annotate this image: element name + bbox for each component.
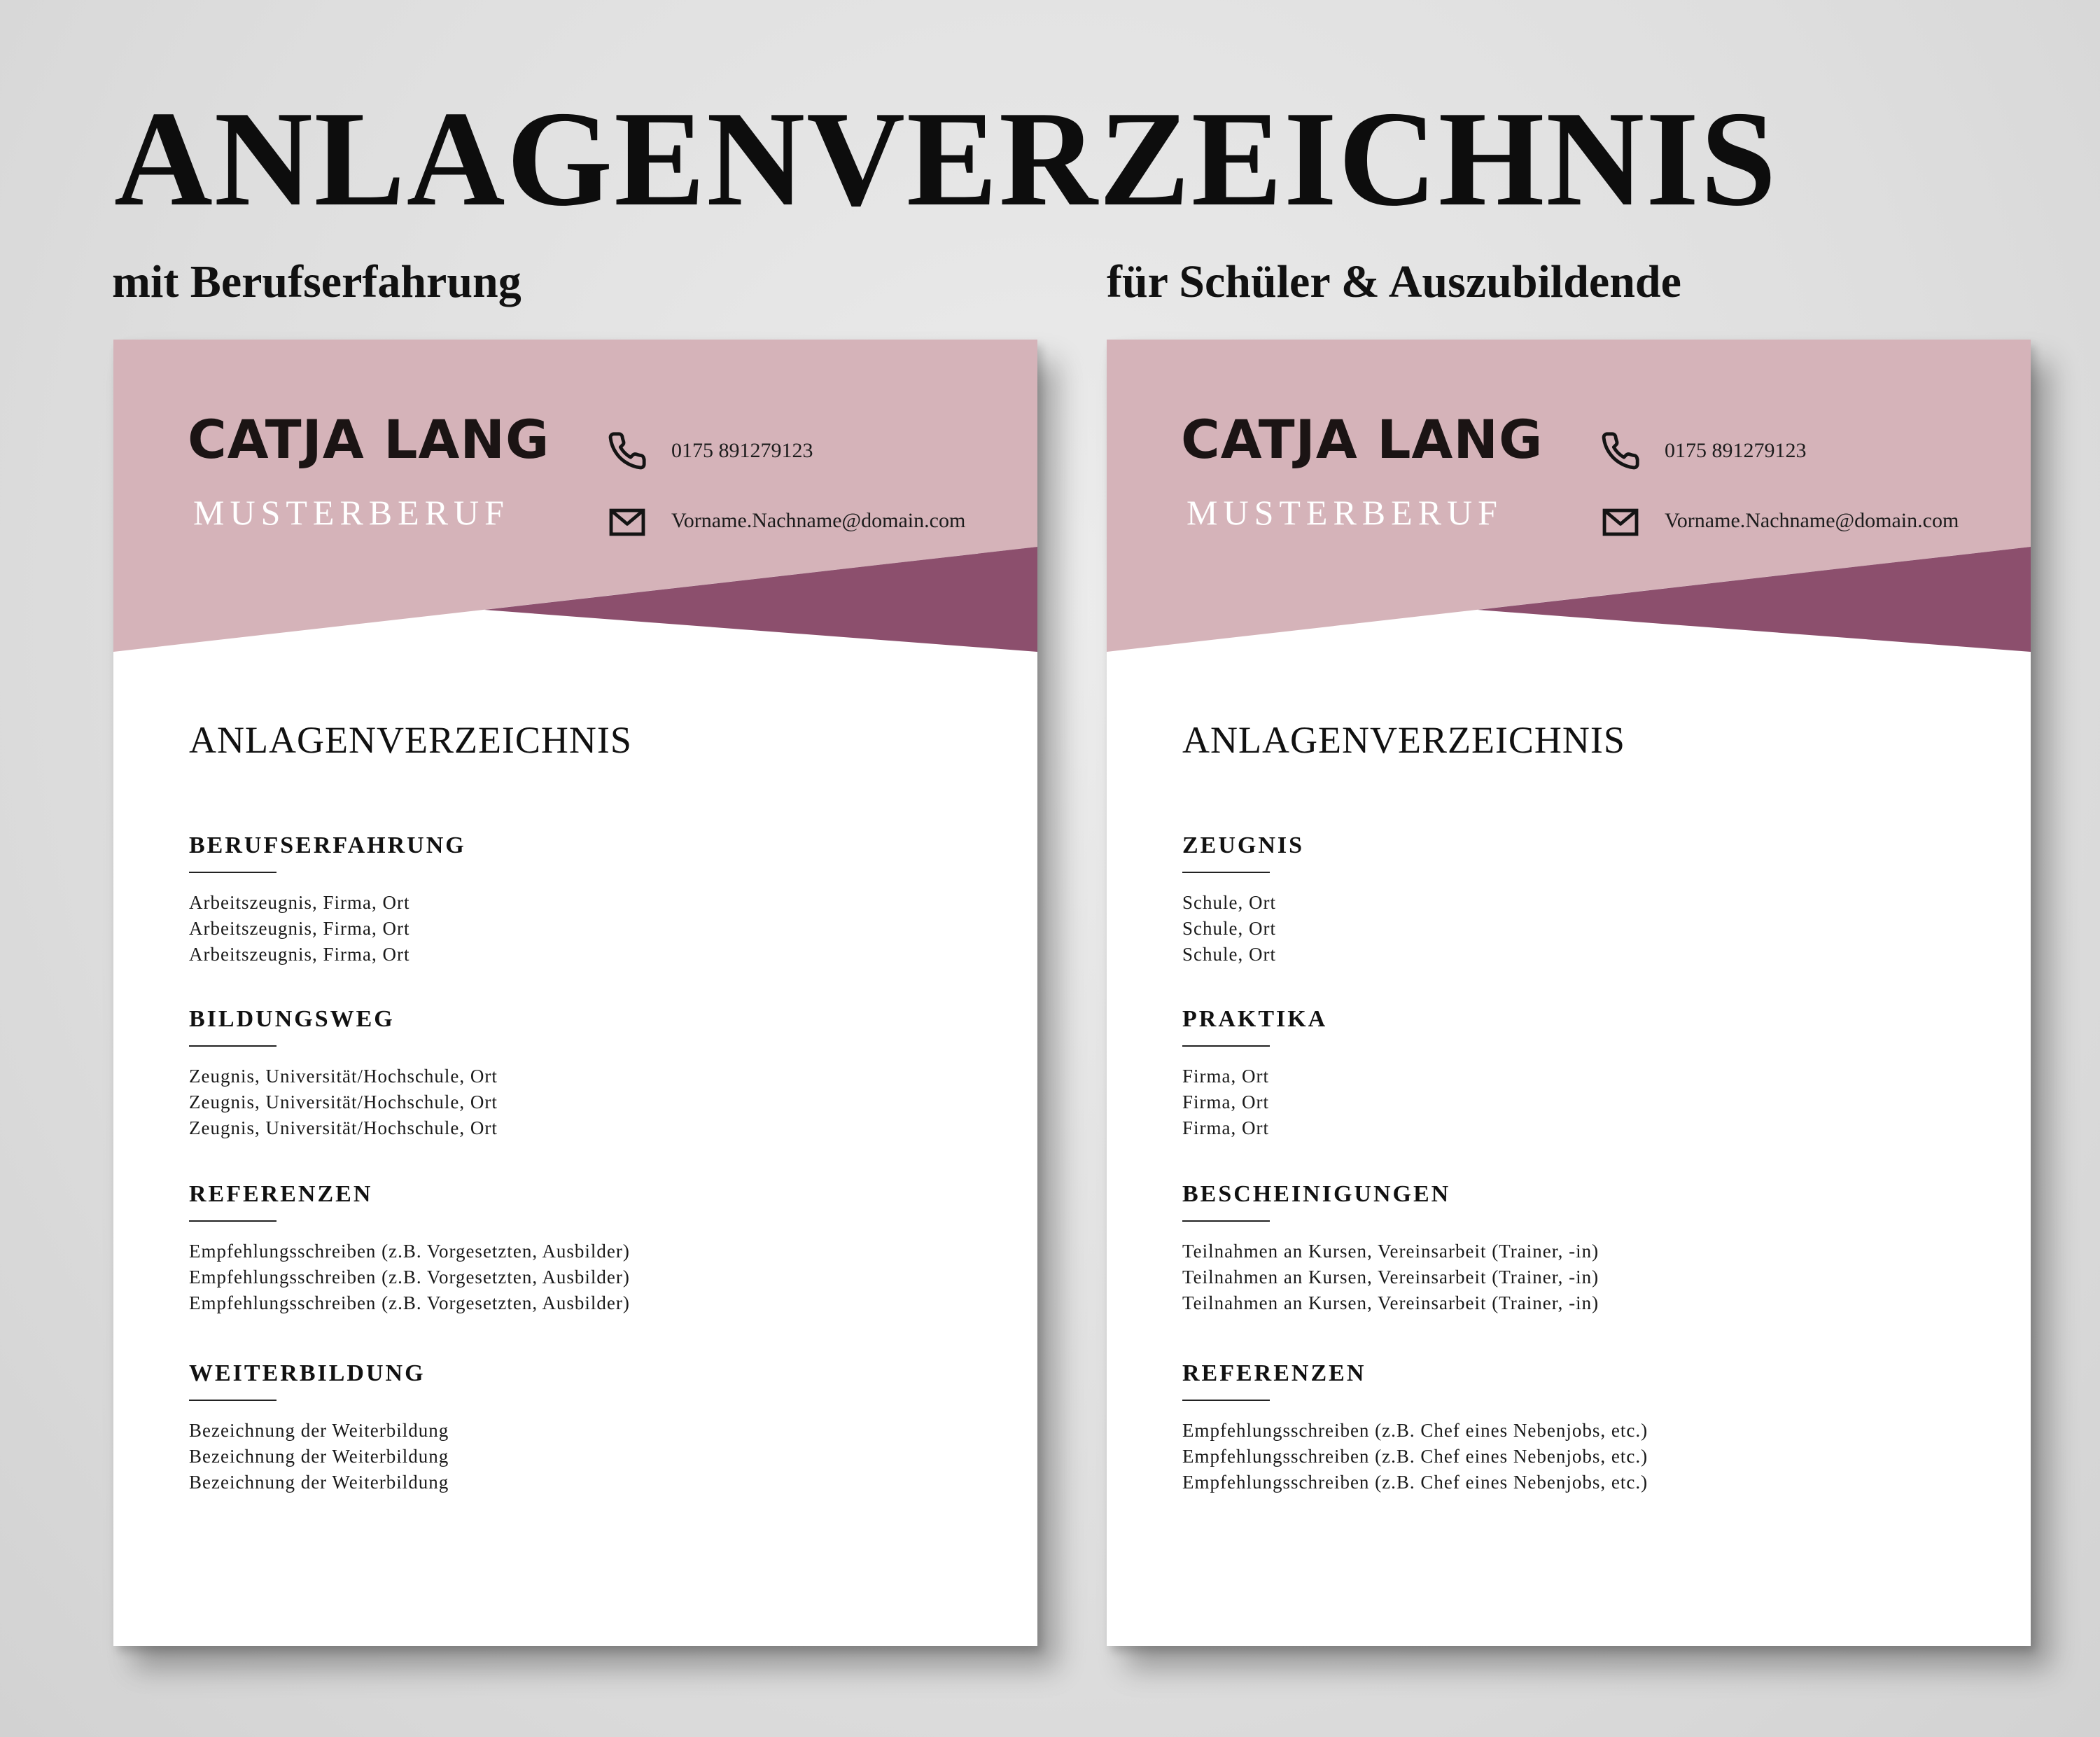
- section-bildungsweg: [189, 1007, 498, 1141]
- section-divider: [1182, 872, 1270, 873]
- section-divider: [189, 1220, 276, 1222]
- subheading-right: für Schüler & Auszubildende: [1107, 256, 1681, 307]
- section-divider: [1182, 1220, 1270, 1222]
- section-divider: [189, 872, 276, 873]
- email-address: Vorname.Nachname@domain.com: [671, 509, 966, 532]
- list-item: Firma, Ort: [1182, 1117, 1269, 1138]
- list-item: Arbeitszeugnis, Firma, Ort: [189, 944, 410, 965]
- list-item: Schule, Ort: [1182, 892, 1276, 913]
- list-item: Teilnahmen an Kursen, Vereinsarbeit (Trainer, -in): [1182, 1241, 1600, 1262]
- candidate-profession: MUSTERBERUF: [193, 493, 510, 532]
- section-heading: PRAKTIKA: [1182, 1006, 1328, 1032]
- main-heading: ANLAGENVERZEICHNIS: [114, 83, 1778, 235]
- candidate-name: CATJA LANG: [188, 408, 550, 470]
- list-item: Empfehlungsschreiben (z.B. Vorgesetzten, Ausbilder): [189, 1292, 630, 1313]
- phone-icon: [607, 431, 648, 471]
- section-heading: WEITERBILDUNG: [189, 1360, 426, 1386]
- list-item: Schule, Ort: [1182, 918, 1276, 939]
- list-item: Schule, Ort: [1182, 944, 1276, 965]
- phone-number: 0175 891279123: [671, 439, 813, 462]
- section-heading: ZEUGNIS: [1182, 832, 1305, 858]
- list-item: Teilnahmen an Kursen, Vereinsarbeit (Trainer, -in): [1182, 1267, 1600, 1288]
- section-referenzen: [1182, 1362, 1648, 1495]
- section-heading: BESCHEINIGUNGEN: [1182, 1181, 1451, 1207]
- document-page-schueler: [1107, 340, 2031, 1646]
- list-item: Empfehlungsschreiben (z.B. Chef eines Nebenjobs, etc.): [1182, 1420, 1648, 1441]
- section-heading: REFERENZEN: [189, 1181, 373, 1207]
- document-title: ANLAGENVERZEICHNIS: [189, 719, 632, 761]
- list-item: Empfehlungsschreiben (z.B. Chef eines Nebenjobs, etc.): [1182, 1472, 1648, 1493]
- section-heading: BILDUNGSWEG: [189, 1006, 395, 1032]
- list-item: Firma, Ort: [1182, 1066, 1269, 1087]
- mail-icon: [1600, 502, 1641, 543]
- section-zeugnis: [1182, 834, 1304, 968]
- list-item: Zeugnis, Universität/Hochschule, Ort: [189, 1066, 498, 1087]
- candidate-profession: MUSTERBERUF: [1186, 493, 1503, 532]
- phone-icon: [1600, 431, 1641, 471]
- list-item: Empfehlungsschreiben (z.B. Vorgesetzten, Ausbilder): [189, 1241, 630, 1262]
- list-item: Bezeichnung der Weiterbildung: [189, 1472, 449, 1493]
- list-item: Zeugnis, Universität/Hochschule, Ort: [189, 1117, 498, 1138]
- section-divider: [1182, 1400, 1270, 1401]
- email-address: Vorname.Nachname@domain.com: [1665, 509, 1959, 532]
- list-item: Teilnahmen an Kursen, Vereinsarbeit (Trainer, -in): [1182, 1292, 1600, 1313]
- section-heading: REFERENZEN: [1182, 1360, 1366, 1386]
- section-divider: [1182, 1045, 1270, 1047]
- section-referenzen: [189, 1183, 630, 1316]
- section-divider: [189, 1045, 276, 1047]
- phone-number: 0175 891279123: [1665, 439, 1807, 462]
- list-item: Arbeitszeugnis, Firma, Ort: [189, 892, 410, 913]
- list-item: Arbeitszeugnis, Firma, Ort: [189, 918, 410, 939]
- candidate-name: CATJA LANG: [1181, 408, 1544, 470]
- subheading-left: mit Berufserfahrung: [112, 256, 522, 307]
- document-title: ANLAGENVERZEICHNIS: [1182, 719, 1625, 761]
- list-item: Bezeichnung der Weiterbildung: [189, 1446, 449, 1467]
- list-item: Empfehlungsschreiben (z.B. Chef eines Nebenjobs, etc.): [1182, 1446, 1648, 1467]
- section-berufserfahrung: [189, 834, 466, 968]
- list-item: Bezeichnung der Weiterbildung: [189, 1420, 449, 1441]
- section-heading: BERUFSERFAHRUNG: [189, 832, 466, 858]
- list-item: Empfehlungsschreiben (z.B. Vorgesetzten, Ausbilder): [189, 1267, 630, 1288]
- section-divider: [189, 1400, 276, 1401]
- mail-icon: [607, 502, 648, 543]
- section-bescheinigungen: [1182, 1183, 1599, 1316]
- document-page-berufserfahrung: [113, 340, 1037, 1646]
- section-weiterbildung: [189, 1362, 449, 1495]
- list-item: Zeugnis, Universität/Hochschule, Ort: [189, 1091, 498, 1112]
- list-item: Firma, Ort: [1182, 1091, 1269, 1112]
- section-praktika: [1182, 1007, 1327, 1141]
